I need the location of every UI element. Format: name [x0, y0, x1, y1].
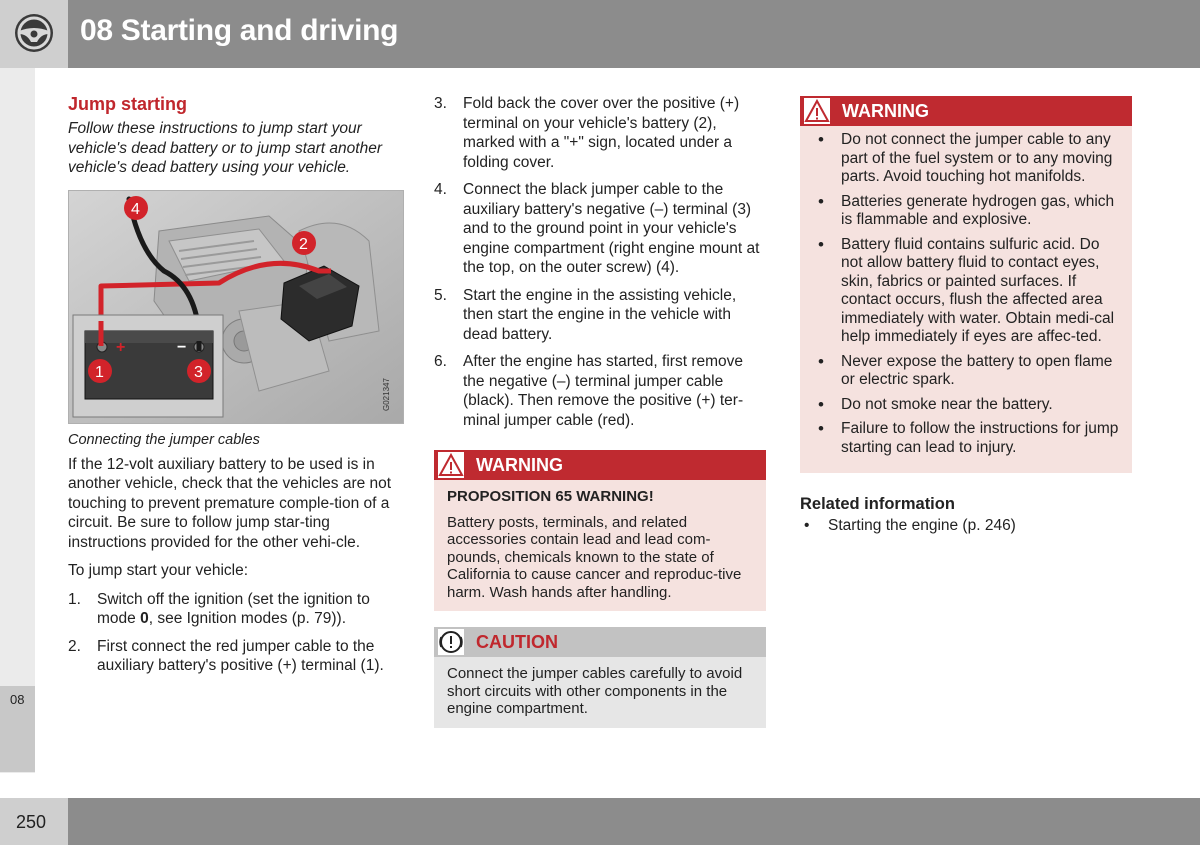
callout-2 — [292, 231, 316, 255]
warning-triangle-icon — [438, 452, 464, 478]
caution-box — [434, 627, 766, 728]
warning-text: Battery posts, terminals, and related accessories contain lead and lead com-pounds, chemicals known to the state of California to cause cancer and reproduc-tive harm. Wash hands after handling. — [447, 513, 742, 601]
column-3 — [800, 94, 1132, 535]
caution-text: Connect the jumper cables carefully to avoid short circuits with other components in the engine compartment. — [447, 665, 743, 717]
list-item — [68, 637, 404, 676]
chapter-title: 08 Starting and driving — [80, 14, 399, 47]
step-text: First connect the red jumper cable to the auxiliary battery's positive (+) terminal (1). — [97, 637, 384, 674]
list-item: • Do not smoke near the battery. — [813, 396, 1120, 415]
column-1 — [68, 94, 404, 684]
svg-text:2: 2 — [299, 235, 308, 253]
list-item: • Batteries generate hydrogen gas, which is flammable and explosive. — [813, 193, 1120, 230]
warning-header — [800, 96, 1132, 126]
step-text: Fold back the cover over the positive (+) terminal on your vehicle's battery (2), marked with a "+" sign, located under a folding cover. — [463, 95, 740, 171]
step-link-text[interactable]: , see Ignition modes (p. 79)). — [148, 610, 347, 627]
callout-1 — [88, 359, 112, 383]
page-number: 250 — [16, 812, 47, 832]
chapter-tab-label: 08 — [10, 692, 25, 707]
step-number: 6. — [434, 353, 447, 370]
step-text: Switch off the ignition (set the ignition to mode — [97, 590, 370, 627]
paragraph: If the 12-volt auxiliary battery to be used is in another vehicle, check that the vehicles are not touching to prevent premature comple-tion of a circuit. Be sure to follow jump star-ting instructions provided for the other vehi-cle. — [68, 455, 392, 551]
list-item — [68, 590, 404, 629]
engine-bay-drawing — [69, 191, 403, 423]
caution-exclamation-icon — [438, 629, 464, 655]
ignition-mode: 0 — [140, 610, 149, 627]
list-item: • Battery fluid contains sulfuric acid. Do not allow battery fluid to contact eyes, skin, fabrics or painted surfaces. If contact occurs, flush the affected area immediately with water. Obtain medi-cal help immediately if eyes are affec-ted. — [813, 236, 1120, 347]
section-heading: Jump starting — [68, 94, 188, 114]
footer-bar — [68, 798, 1200, 845]
warning-subtitle: PROPOSITION 65 WARNING! — [447, 488, 654, 505]
step-number: 2. — [68, 637, 81, 655]
positive-symbol: + — [116, 338, 126, 356]
step-text: Start the engine in the assisting vehicle, then start the engine in the vehicle with dead battery. — [463, 286, 737, 343]
related-info-heading: Related information — [800, 495, 955, 513]
side-strip — [0, 68, 35, 773]
safety-warning-box — [800, 96, 1132, 473]
svg-text:1: 1 — [95, 363, 104, 381]
step-text: Connect the black jumper cable to the auxiliary battery's negative (–) terminal (3) and to the ground point in your vehicle's engine compartment (right engine mount at the top, on the outer screw) (4). — [463, 181, 760, 276]
jump-start-illustration — [68, 190, 404, 424]
list-item: • Never expose the battery to open flame or electric spark. — [813, 353, 1120, 390]
callout-4 — [124, 196, 148, 220]
caution-title: CAUTION — [476, 632, 558, 652]
svg-text:3: 3 — [194, 363, 203, 381]
negative-symbol: − — [177, 338, 187, 356]
header-icon-panel — [0, 0, 68, 68]
paragraph: To jump start your vehicle: — [68, 562, 249, 579]
svg-text:4: 4 — [131, 200, 140, 218]
steps-list — [434, 94, 766, 430]
steps-list — [68, 590, 404, 676]
related-link[interactable]: • Starting the engine (p. 246) — [800, 516, 1132, 535]
list-item — [434, 94, 766, 172]
list-item: • Failure to follow the instructions for jump starting can lead to injury. — [813, 420, 1120, 457]
list-item — [434, 286, 766, 345]
chapter-tab[interactable] — [0, 686, 35, 772]
figure-caption: Connecting the jumper cables — [68, 431, 260, 448]
step-number: 4. — [434, 181, 447, 198]
callout-3 — [187, 359, 211, 383]
figure-code: G021347 — [382, 377, 391, 411]
intro-lead: Follow these instructions to jump start your vehicle's dead battery or to jump start another vehicle's dead battery using your vehicle. — [68, 120, 382, 176]
list-item: • Do not connect the jumper cable to any part of the fuel system or to any moving parts. Avoid touching hot manifolds. — [813, 131, 1120, 187]
warning-triangle-icon — [804, 98, 830, 124]
step-number: 3. — [434, 95, 447, 112]
step-number: 1. — [68, 590, 81, 608]
caution-header — [434, 627, 766, 657]
warning-header — [434, 450, 766, 480]
list-item — [434, 352, 766, 430]
warning-title: WARNING — [842, 101, 929, 121]
column-2 — [434, 94, 766, 728]
warning-title: WARNING — [476, 455, 563, 475]
warning-list — [813, 131, 1120, 457]
steering-wheel-icon — [13, 12, 55, 54]
prop65-warning-box — [434, 450, 766, 611]
step-text: After the engine has started, first remove the negative (–) terminal jumper cable (black). Then remove the positive (+) ter-minal jumper cable (red). — [463, 353, 744, 429]
list-item — [434, 180, 766, 278]
step-number: 5. — [434, 286, 447, 304]
